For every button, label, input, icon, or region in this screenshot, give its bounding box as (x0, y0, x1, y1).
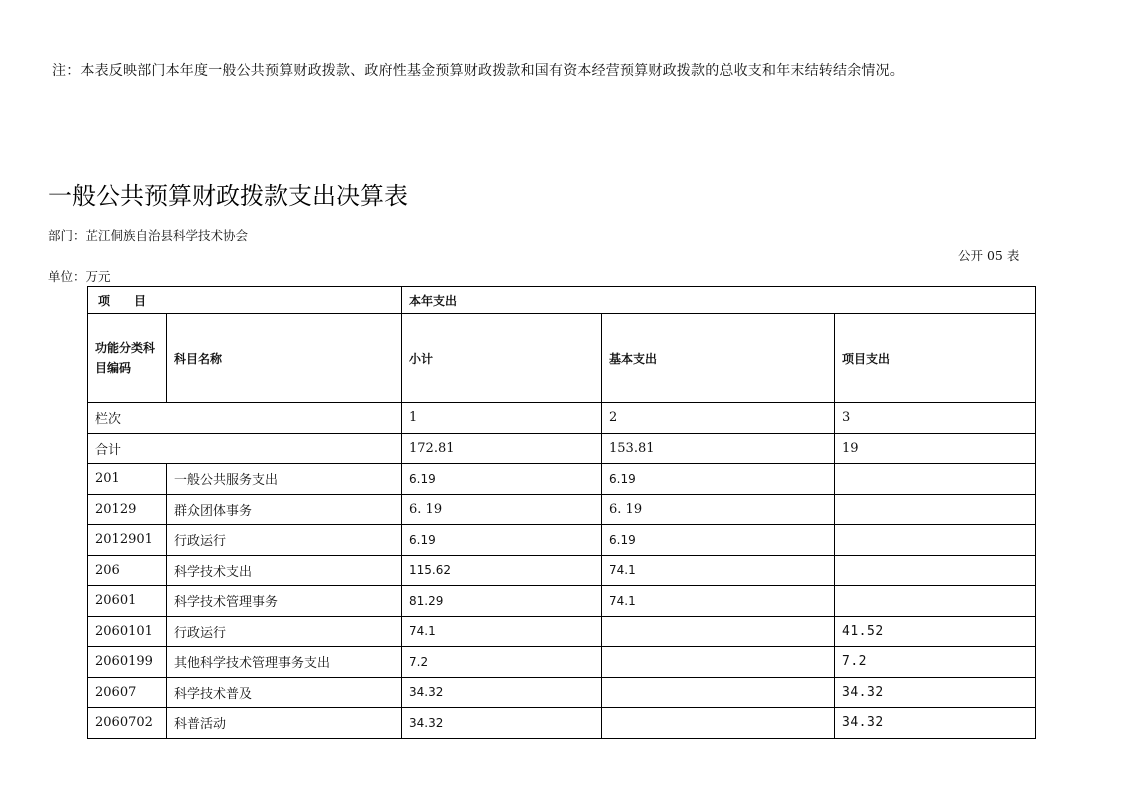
table-row (88, 647, 1036, 678)
header-subtotal: 小计 (402, 314, 602, 403)
total-label: 合计 (88, 433, 402, 464)
header-current-year: 本年支出 (402, 287, 1036, 314)
row-subtotal: 34.32 (402, 708, 602, 739)
row-name: 科学技术支出 (167, 555, 402, 586)
form-number: 公开 05 表 (958, 248, 1020, 263)
row-basic (602, 677, 835, 708)
row-project (835, 494, 1036, 525)
row-basic: 6. 19 (602, 494, 835, 525)
row-project (835, 555, 1036, 586)
row-project (835, 586, 1036, 617)
header-code: 功能分类科目编码 (88, 314, 167, 403)
row-basic: 74.1 (602, 586, 835, 617)
row-name: 群众团体事务 (167, 494, 402, 525)
column-index-row (88, 403, 1036, 434)
header-basic: 基本支出 (602, 314, 835, 403)
row-subtotal: 74.1 (402, 616, 602, 647)
table-row (88, 616, 1036, 647)
page-title: 一般公共预算财政拨款支出决算表 (48, 182, 408, 210)
row-subtotal: 6. 19 (402, 494, 602, 525)
table-header-row (88, 287, 1036, 314)
header-name: 科目名称 (167, 314, 402, 403)
total-basic: 153.81 (602, 433, 835, 464)
row-basic: 6.19 (602, 525, 835, 556)
table-row (88, 677, 1036, 708)
total-project: 19 (835, 433, 1036, 464)
table-row (88, 494, 1036, 525)
row-project (835, 464, 1036, 495)
column-index-2: 2 (602, 403, 835, 434)
row-project: 41.52 (835, 616, 1036, 647)
table-row (88, 708, 1036, 739)
row-project: 7.2 (835, 647, 1036, 678)
row-code: 20129 (88, 494, 167, 525)
row-code: 2012901 (88, 525, 167, 556)
row-code: 2060199 (88, 647, 167, 678)
row-code: 2060101 (88, 616, 167, 647)
row-project: 34.32 (835, 677, 1036, 708)
row-subtotal: 7.2 (402, 647, 602, 678)
row-basic: 6.19 (602, 464, 835, 495)
row-project (835, 525, 1036, 556)
row-code: 20607 (88, 677, 167, 708)
row-name: 行政运行 (167, 525, 402, 556)
row-name: 科普活动 (167, 708, 402, 739)
row-project: 34.32 (835, 708, 1036, 739)
row-name: 科学技术管理事务 (167, 586, 402, 617)
table-note: 注：本表反映部门本年度一般公共预算财政拨款、政府性基金预算财政拨款和国有资本经营预算财政拨款的总收支和年末结转结余情况。 (52, 63, 904, 79)
row-name: 一般公共服务支出 (167, 464, 402, 495)
row-subtotal: 34.32 (402, 677, 602, 708)
row-code: 201 (88, 464, 167, 495)
unit-label: 单位：万元 (48, 269, 111, 284)
department-label: 部门：芷江侗族自治县科学技术协会 (48, 228, 249, 243)
header-project: 项目支出 (835, 314, 1036, 403)
row-subtotal: 6.19 (402, 464, 602, 495)
row-basic (602, 616, 835, 647)
row-name: 其他科学技术管理事务支出 (167, 647, 402, 678)
row-code: 206 (88, 555, 167, 586)
column-index-label: 栏次 (88, 403, 402, 434)
table-row (88, 525, 1036, 556)
row-basic (602, 647, 835, 678)
total-row (88, 433, 1036, 464)
column-index-1: 1 (402, 403, 602, 434)
row-subtotal: 81.29 (402, 586, 602, 617)
row-code: 20601 (88, 586, 167, 617)
table-row (88, 586, 1036, 617)
table-row (88, 555, 1036, 586)
header-item: 项 目 (88, 287, 402, 314)
row-code: 2060702 (88, 708, 167, 739)
row-name: 行政运行 (167, 616, 402, 647)
row-subtotal: 115.62 (402, 555, 602, 586)
row-basic: 74.1 (602, 555, 835, 586)
column-index-3: 3 (835, 403, 1036, 434)
expenditure-table (87, 286, 1036, 739)
row-subtotal: 6.19 (402, 525, 602, 556)
row-name: 科学技术普及 (167, 677, 402, 708)
total-subtotal: 172.81 (402, 433, 602, 464)
table-subheader-row (88, 314, 1036, 403)
table-row (88, 464, 1036, 495)
row-basic (602, 708, 835, 739)
